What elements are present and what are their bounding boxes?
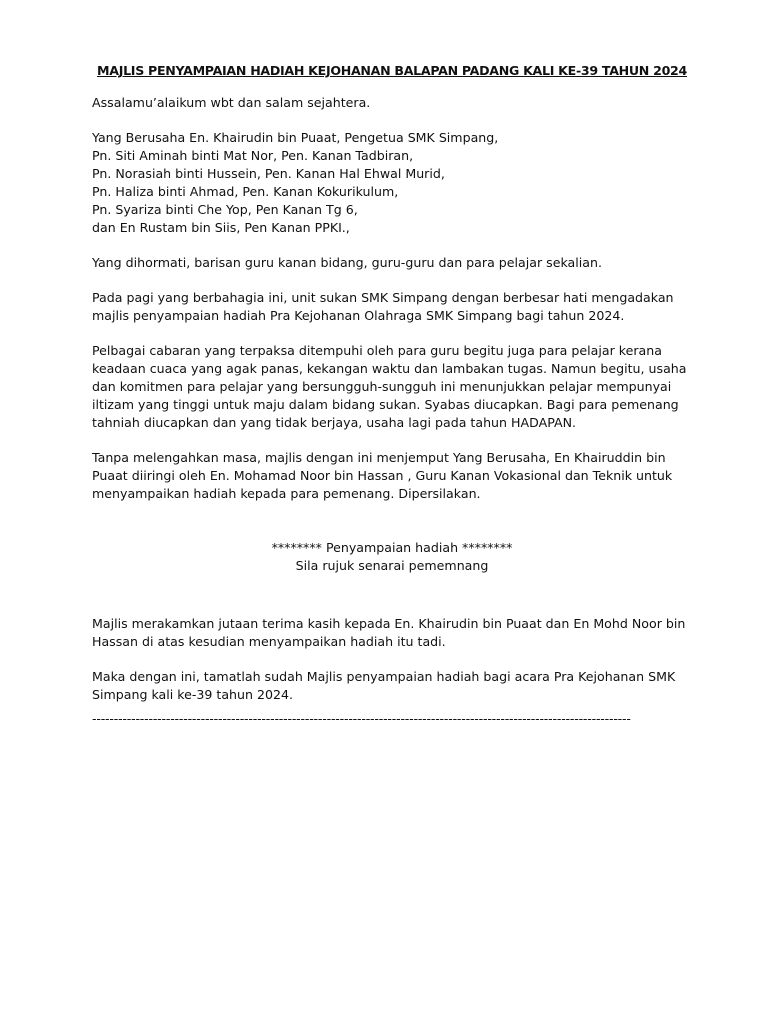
paragraph-invitation [92,449,692,503]
document-page [92,62,692,728]
dignitary-line: Pn. Norasiah binti Hussein, Pen. Kanan Hal Ehwal Murid, [92,166,445,181]
paragraph-line: Hassan di atas kesudian menyampaikan hadiah itu tadi. [92,634,446,649]
paragraph-line: Maka dengan ini, tamatlah sudah Majlis penyampaian hadiah bagi acara Pra Kejohanan SMK [92,669,676,684]
document-title: MAJLIS PENYAMPAIAN HADIAH KEJOHANAN BALAPAN PADANG KALI KE-39 TAHUN 2024 [97,63,687,78]
dignitary-line: Pn. Syariza binti Che Yop, Pen Kanan Tg 6, [92,202,358,217]
paragraph-line: Pelbagai cabaran yang terpaksa ditempuhi oleh para guru begitu juga para pelajar kerana [92,343,662,358]
respected-audience [92,254,692,272]
paragraph-opening [92,289,692,325]
paragraph-closing [92,668,692,704]
dashed-separator: ---------------------------------------------------------------------------------------------------------------------------- [92,711,631,726]
paragraph-thanks [92,615,692,651]
ceremony-marker: ******** Penyampaian hadiah ******** [271,540,513,555]
greeting-line: Assalamu’alaikum wbt dan salam sejahtera. [92,95,371,110]
dignitary-line: dan En Rustam bin Siis, Pen Kanan PPKI., [92,220,350,235]
paragraph-line: Pada pagi yang berbahagia ini, unit sukan SMK Simpang dengan berbesar hati mengadakan [92,290,674,305]
dignitary-line: Pn. Siti Aminah binti Mat Nor, Pen. Kanan Tadbiran, [92,148,414,163]
dignitary-line: Yang Berusaha En. Khairudin bin Puaat, Pengetua SMK Simpang, [92,130,499,145]
greeting [92,94,692,112]
dignitaries-list [92,129,692,237]
paragraph-line: menyampaikan hadiah kepada para pemenang. Dipersilakan. [92,486,481,501]
ceremony-block [92,539,692,575]
paragraph-line: Simpang kali ke-39 tahun 2024. [92,687,294,702]
ceremony-note: Sila rujuk senarai pememnang [295,558,489,573]
dignitary-line: Pn. Haliza binti Ahmad, Pen. Kanan Kokurikulum, [92,184,399,199]
paragraph-line: Majlis merakamkan jutaan terima kasih kepada En. Khairudin bin Puaat dan En Mohd Noor bin [92,616,686,631]
respected-line: Yang dihormati, barisan guru kanan bidang, guru-guru dan para pelajar sekalian. [92,255,602,270]
paragraph-line: tahniah diucapkan dan yang tidak berjaya, usaha lagi pada tahun HADAPAN. [92,415,577,430]
paragraph-line: Tanpa melengahkan masa, majlis dengan ini menjemput Yang Berusaha, En Khairuddin bin [92,450,666,465]
paragraph-line: keadaan cuaca yang agak panas, kekangan waktu dan lambakan tugas. Namun begitu, usaha [92,361,687,376]
paragraph-challenges [92,342,692,432]
paragraph-line: dan komitmen para pelajar yang bersungguh-sungguh ini menunjukkan pelajar mempunyai [92,379,672,394]
paragraph-line: Puaat diiringi oleh En. Mohamad Noor bin Hassan , Guru Kanan Vokasional dan Teknik untuk [92,468,673,483]
paragraph-line: majlis penyampaian hadiah Pra Kejohanan Olahraga SMK Simpang bagi tahun 2024. [92,308,625,323]
paragraph-line: iltizam yang tinggi untuk maju dalam bidang sukan. Syabas diucapkan. Bagi para pemenang [92,397,679,412]
